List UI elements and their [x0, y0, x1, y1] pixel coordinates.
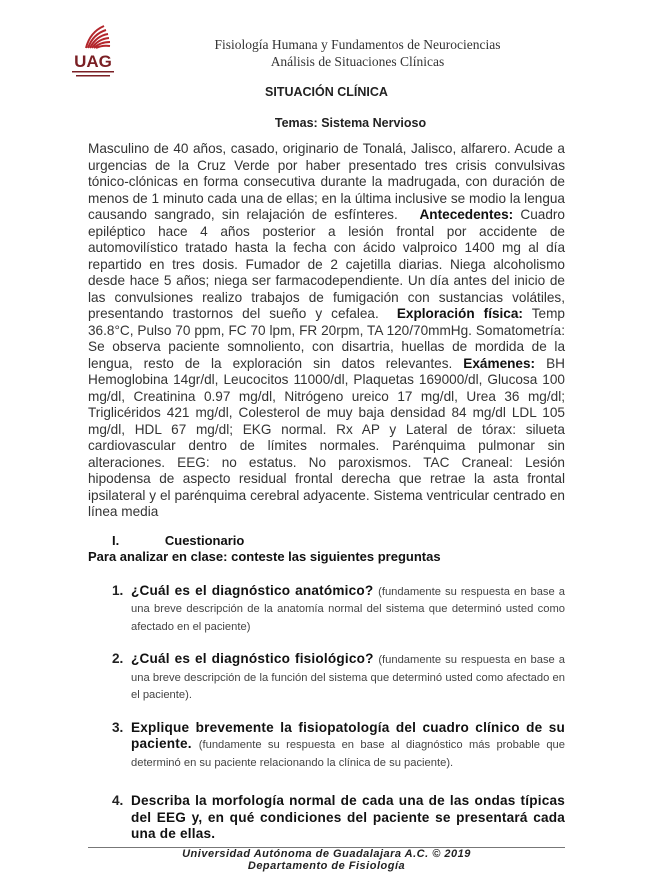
- question-4: [112, 793, 565, 843]
- case-description: [88, 141, 565, 521]
- section-instruction: Para analizar en clase: conteste las siguientes preguntas: [88, 548, 441, 564]
- document-subtitle: Análisis de Situaciones Clínicas: [270, 54, 445, 69]
- question-number: 1.: [112, 582, 124, 598]
- question-number: 2.: [112, 651, 124, 666]
- footer-department: Departamento de Fisiología: [247, 860, 406, 872]
- antecedentes-text: Cuadro epiléptico hace 4 años posterior a lesión frontal por accidente de automovilístico tratado hasta la fecha con ácido valproico 1400 mg al día repartido en tres dosis. Fumador de 2 cajetilla diarias. Niega alcoholismo desde hace 5 años; niega ser farmacodependiente. Un día antes del inicio de las convulsiones realizo trabajos de fumigación con sustancias volátiles, presentando trastornos del sueño y cefalea.: [88, 207, 565, 321]
- section-heading: [88, 533, 565, 549]
- question-note: (fundamente su respuesta en base a una breve descripción de la función del sistema que determinó usted como afectado en el paciente).: [131, 654, 565, 701]
- question-1: [112, 583, 565, 636]
- examenes-text: BH Hemoglobina 14gr/dl, Leucocitos 11000/dl, Plaquetas 169000/dl, Glucosa 100 mg/dl, Creatinina 0.97 mg/dl, Nitrógeno ureico 17 mg/dl, Urea 36 mg/dl; Triglicéridos 421 mg/dl, Colesterol de muy baja densidad 84 mg/dl LDL 105 mg/dl, HDL 67 mg/dl; EKG normal. Rx AP y Lateral de tórax: silueta cardiovascular dentro de límites normales. Parénquima pulmonar sin alteraciones. EEG: no estatus. No paroxismos. TAC Craneal: Lesión hipodensa de aspecto residual frontal derecha que retrae la asta frontal ipsilateral y el parénquima cerebral adyacente. Sistema ventricular centrado en línea media: [88, 355, 565, 519]
- topics-heading: Temas: Sistema Nervioso: [274, 116, 427, 130]
- question-text: Explique brevemente la fisiopatología del cuadro clínico de su paciente.: [131, 719, 565, 751]
- section-title: Cuestionario: [164, 532, 245, 548]
- page-title: SITUACIÓN CLÍNICA: [265, 85, 388, 99]
- question-text: Describa la morfología normal de cada una de las ondas típicas del EEG y, en qué condiciones del paciente se presentará cada una de ellas.: [131, 793, 565, 841]
- svg-text:UAG: UAG: [74, 52, 112, 71]
- question-number: 4.: [112, 793, 124, 808]
- question-3: [112, 720, 565, 772]
- question-2: [112, 651, 565, 704]
- question-note: (fundamente su respuesta en base a una breve descripción de la anatomía normal del sistema que determinó usted como afectado en el paciente): [131, 585, 565, 633]
- antecedentes-label: Antecedentes:: [419, 207, 514, 222]
- section-numeral: I.: [112, 532, 120, 548]
- course-title: Fisiología Humana y Fundamentos de Neurociencias: [214, 37, 501, 52]
- case-intro: Masculino de 40 años, casado, originario de Tonalá, Jalisco, alfarero. Acude a urgencias de la Cruz Verde por haber presentado tres crisis convulsivas tónico-clónicas en forma consecutiva durante la madrugada, con duración de menos de 1 minuto cada una de ellas; en la última inclusive se modio la lengua causando sangrado, sin relajación de esfínteres.: [88, 141, 565, 222]
- question-number: 3.: [112, 719, 124, 735]
- question-text: ¿Cuál es el diagnóstico anatómico?: [131, 582, 374, 598]
- question-note: (fundamente su respuesta en base al diagnóstico más probable que determinó en su paciente relacionando la clínica de su paciente).: [131, 739, 566, 769]
- question-text: ¿Cuál es el diagnóstico fisiológico?: [131, 651, 374, 666]
- footer-university: Universidad Autónoma de Guadalajara A.C. © 2019: [182, 848, 471, 860]
- exploracion-text: Temp 36.8°C, Pulso 70 ppm, FC 70 lpm, FR 20rpm, TA 120/70mmHg. Somatometría: Se observa paciente somnoliento, con disartria, huellas de mordida de la lengua, resto de la exploración sin datos relevantes.: [88, 306, 565, 371]
- page-header: [150, 36, 565, 70]
- examenes-label: Exámenes:: [463, 355, 536, 371]
- uag-logo: [66, 22, 120, 80]
- exploracion-label: Exploración física:: [396, 306, 523, 321]
